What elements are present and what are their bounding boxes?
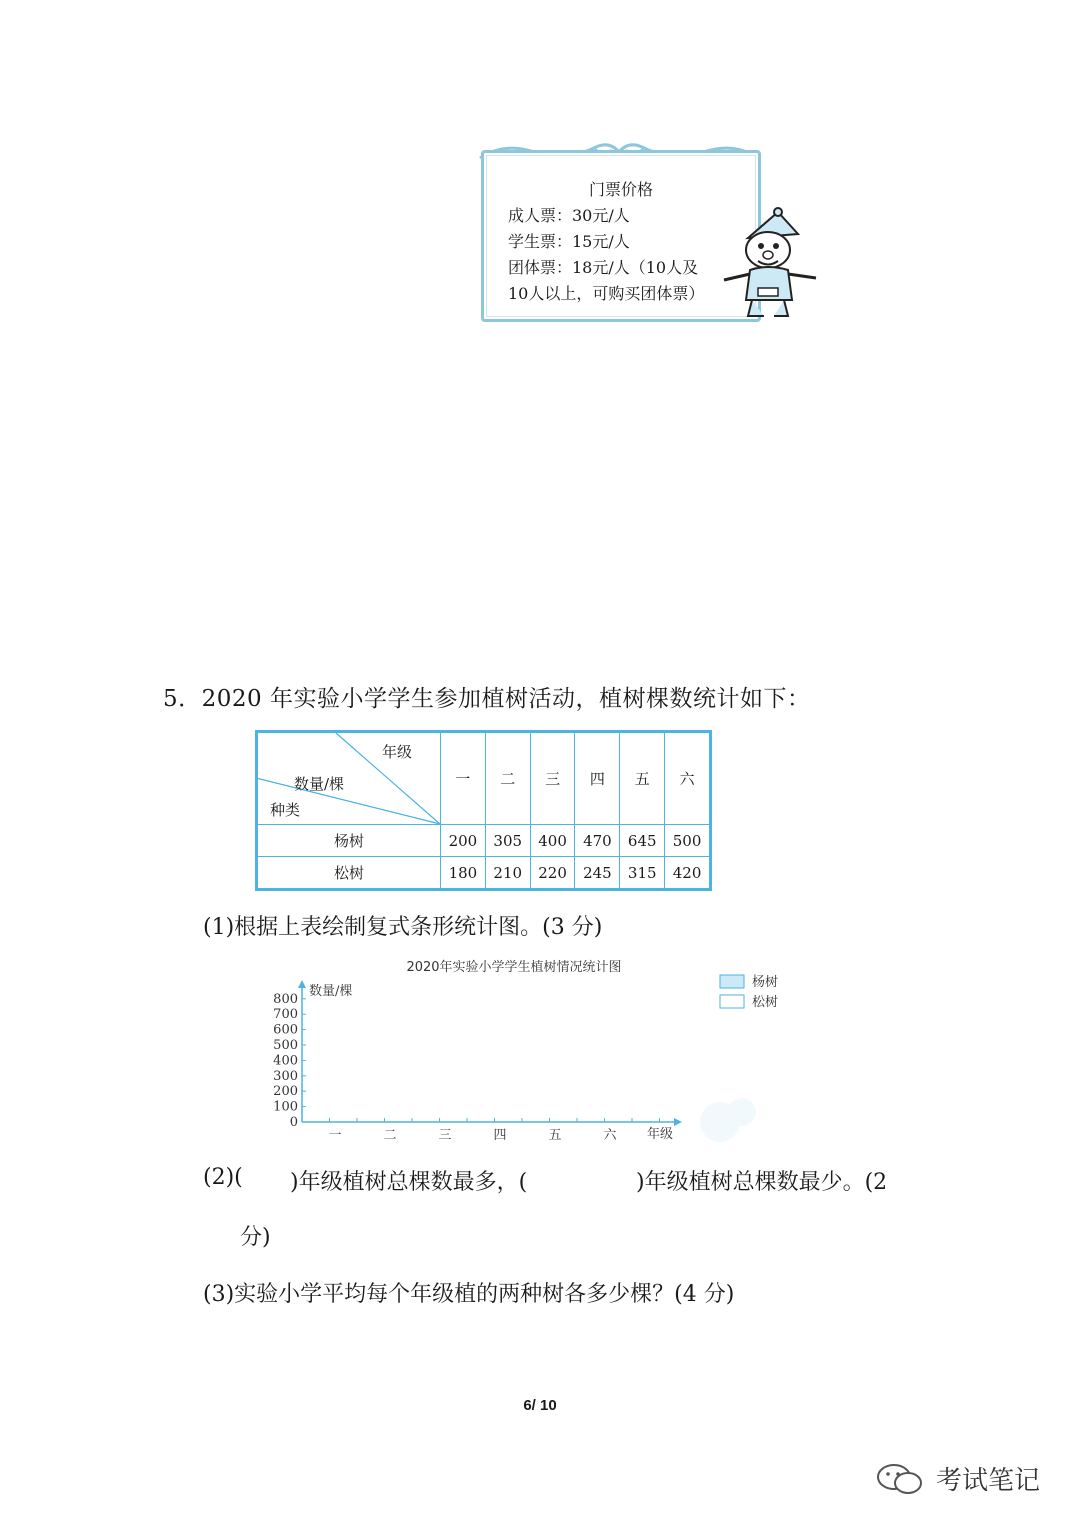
y-tick-labels <box>273 992 306 1130</box>
table-cell: 220 <box>530 857 575 889</box>
x-tick-label: 三 <box>438 1128 452 1143</box>
x-tick-label: 五 <box>548 1128 562 1143</box>
table-cell: 245 <box>575 857 620 889</box>
y-tick-label: 100 <box>273 1099 298 1115</box>
sign-line-adult: 成人票：30元/人 <box>508 206 630 225</box>
question-5-text: 5．2020 年实验小学学生参加植树活动，植树棵数统计如下： <box>163 686 811 712</box>
x-axis-arrow <box>674 1118 682 1126</box>
y-tick-label: 300 <box>273 1068 298 1084</box>
page-number: 6/ 10 <box>523 1397 557 1414</box>
sub-question-2-part-a: (2)( <box>203 1165 243 1190</box>
corner-label-quantity: 数量/棵 <box>294 775 345 793</box>
legend-swatch-poplar <box>720 975 744 988</box>
corner-label-kind: 种类 <box>270 801 301 819</box>
legend-swatch-pine <box>720 995 744 1008</box>
table-corner-header <box>258 733 441 825</box>
y-axis-label: 数量/棵 <box>309 984 353 999</box>
x-tick-label: 六 <box>603 1128 617 1143</box>
chart-title: 2020年实验小学学生植树情况统计图 <box>406 960 622 975</box>
sign-title: 门票价格 <box>588 180 653 199</box>
y-tick-label: 400 <box>273 1053 298 1069</box>
legend-label-poplar: 杨树 <box>752 975 779 990</box>
elf-character-illustration <box>718 208 822 320</box>
grade-header: 五 <box>620 733 665 825</box>
table-row <box>258 825 710 857</box>
table-cell: 210 <box>485 857 530 889</box>
y-tick-label: 800 <box>273 991 298 1007</box>
chart-axes <box>298 980 682 1126</box>
y-tick-label: 600 <box>273 1022 298 1038</box>
table-cell: 420 <box>665 857 710 889</box>
watermark-text: 考试笔记 <box>936 1466 1041 1496</box>
wechat-icon <box>874 1462 934 1496</box>
sub-question-2-part-b: )年级植树总棵数最多，( <box>290 1170 528 1195</box>
table-cell: 305 <box>485 825 530 857</box>
sign-line-group-note: 10人以上，可购买团体票） <box>508 284 705 303</box>
corner-label-grade: 年级 <box>381 743 412 761</box>
y-tick-label: 500 <box>273 1038 298 1053</box>
grade-header: 三 <box>530 733 575 825</box>
sub-question-2-part-c: )年级植树总棵数最少。(2 <box>636 1170 888 1195</box>
faint-elf-decoration <box>700 1098 756 1142</box>
table-cell: 200 <box>441 825 486 857</box>
table-cell: 470 <box>575 825 620 857</box>
y-tick-label: 700 <box>273 1007 298 1023</box>
x-axis-label: 年级 <box>647 1127 674 1142</box>
y-tick-label: 200 <box>273 1084 298 1100</box>
table-cell: 315 <box>620 857 665 889</box>
table-cell: 400 <box>530 825 575 857</box>
grade-header: 四 <box>575 733 620 825</box>
sign-line-student: 学生票：15元/人 <box>508 232 630 251</box>
chart-svg <box>273 952 840 1152</box>
x-tick-label: 四 <box>493 1128 507 1143</box>
tree-planting-bar-chart <box>273 952 840 1152</box>
table-cell: 645 <box>620 825 665 857</box>
row-label: 杨树 <box>258 825 441 857</box>
sub-question-3: (3)实验小学平均每个年级植的两种树各多少棵？(4 分) <box>203 1282 735 1307</box>
table-cell: 180 <box>441 857 486 889</box>
y-axis-arrow <box>298 980 306 988</box>
grade-header: 六 <box>665 733 710 825</box>
x-tick-label: 二 <box>383 1128 397 1143</box>
row-label: 松树 <box>258 857 441 889</box>
sub-question-2-part-d: 分) <box>240 1225 271 1250</box>
table-cell: 500 <box>665 825 710 857</box>
table-row <box>258 857 710 889</box>
sign-line-group: 团体票：18元/人（10人及 <box>508 258 699 277</box>
tree-planting-table <box>255 730 712 891</box>
grade-header: 一 <box>441 733 486 825</box>
legend-label-pine: 松树 <box>752 995 779 1010</box>
grade-header: 二 <box>485 733 530 825</box>
y-tick-label: 0 <box>289 1115 298 1130</box>
sub-question-1: (1)根据上表绘制复式条形统计图。(3 分) <box>203 915 603 940</box>
x-tick-label: 一 <box>328 1128 342 1143</box>
